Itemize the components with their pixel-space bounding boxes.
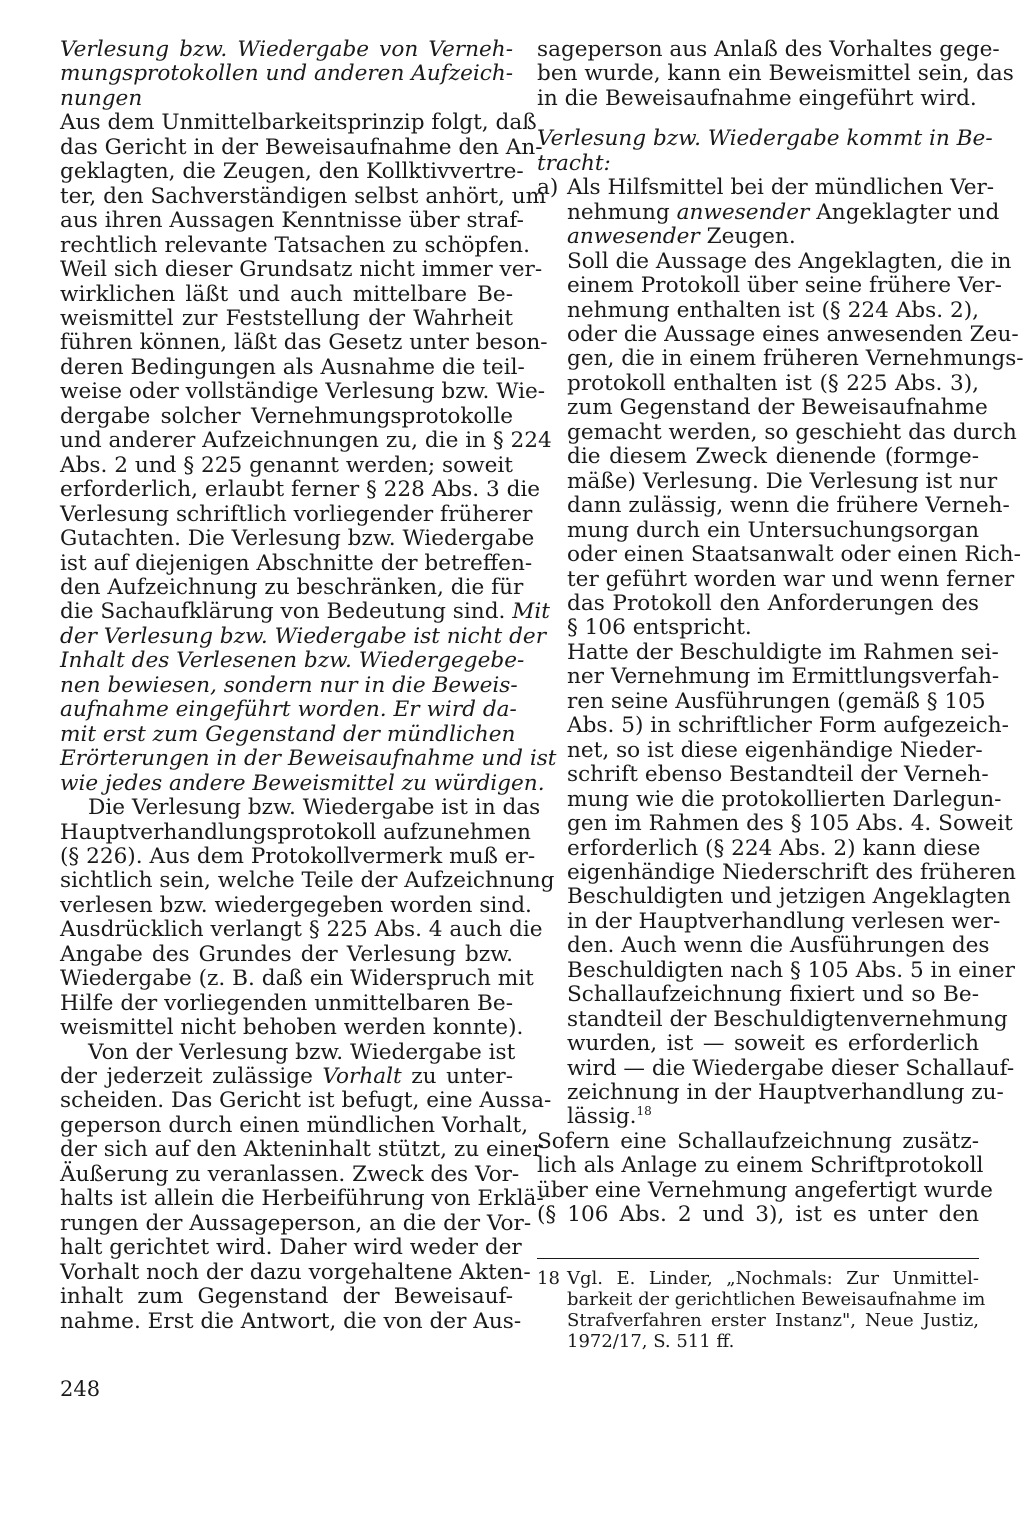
paragraph-line: gemacht werden, so geschieht das durch xyxy=(567,419,1017,445)
paragraph-line: ist auf diejenigen Abschnitte der betreffen- xyxy=(60,550,533,576)
paragraph-line: rungen der Aussageperson, an die der Vor- xyxy=(60,1210,532,1236)
text-run: Zeugen. xyxy=(699,224,796,250)
heading-line: nungen xyxy=(60,85,143,111)
footnote-line xyxy=(537,1331,979,1352)
paragraph-line: protokoll enthalten ist (§ 225 Abs. 3), xyxy=(567,370,979,396)
paragraph-line xyxy=(60,1065,513,1089)
paragraph-line: gen, die in einem früheren Vernehmungs- xyxy=(567,346,1024,372)
heading-line: tracht: xyxy=(537,150,611,176)
text-run: zu unter- xyxy=(401,1064,513,1090)
heading-line: Verlesung bzw. Wiedergabe von Verneh- xyxy=(60,37,513,62)
paragraph-line: weismittel nicht behoben werden konnte). xyxy=(60,1015,524,1041)
paragraph-line: nen bewiesen, sondern nur in die Beweis- xyxy=(60,672,518,698)
paragraph-line: deren Bedingungen als Ausnahme die teil- xyxy=(60,354,525,380)
paragraph-line: Äußerung zu veranlassen. Zweck des Vor- xyxy=(60,1161,520,1187)
paragraph-line: eigenhändige Niederschrift des früheren xyxy=(567,859,1016,885)
paragraph-line: wird — die Wiedergabe dieser Schallauf- xyxy=(567,1055,1015,1081)
paragraph-line: den Aufzeichnung zu beschränken, die für xyxy=(60,574,524,600)
paragraph-line: das Protokoll den Anforderungen des xyxy=(567,590,979,616)
emphasis-anwesender: anwesender xyxy=(676,199,810,225)
paragraph-line: oder einen Staatsanwalt oder einen Rich- xyxy=(567,542,1021,568)
footnote-number: 18 xyxy=(537,1268,560,1289)
footnote xyxy=(537,1268,986,1352)
paragraph-line: sichtlich sein, welche Teile der Aufzeichnung xyxy=(60,868,555,894)
list-item-a xyxy=(537,175,1024,1228)
list-item-line xyxy=(537,175,995,201)
list-item-line xyxy=(537,225,979,249)
paragraph-line: mit erst zum Gegenstand der mündlichen xyxy=(60,721,516,747)
paragraph-line: sageperson aus Anlaß des Vorhaltes gege- xyxy=(537,37,1000,62)
paragraph-line: gen im Rahmen des § 105 Abs. 4. Soweit xyxy=(567,811,1013,837)
list-item-label: a) xyxy=(537,175,559,201)
emphasis-vorhalt: Vorhalt xyxy=(322,1064,402,1090)
paragraph-line: Ausdrücklich verlangt § 225 Abs. 4 auch die xyxy=(60,917,543,943)
paragraph-line: ner Vernehmung im Ermittlungsverfah- xyxy=(567,664,1000,690)
paragraph-line: zeichnung in der Hauptverhandlung zu- xyxy=(567,1080,1004,1106)
paragraph-line: dann zulässig, wenn die frühere Verneh- xyxy=(567,493,1010,519)
paragraph-line: Hauptverhandlungsprotokoll aufzunehmen xyxy=(60,819,531,845)
paragraph-line: Hatte der Beschuldigte im Rahmen sei- xyxy=(567,639,999,665)
paragraph-unmittelbarkeit xyxy=(60,110,557,796)
paragraph-line: Wiedergabe (z. B. daß ein Widerspruch mit xyxy=(60,966,534,992)
footnote-line xyxy=(537,1289,986,1310)
paragraph-line: rechtlich relevante Tatsachen zu schöpfen. xyxy=(60,232,530,258)
paragraph-line: Soll die Aussage des Angeklagten, die in xyxy=(567,248,1012,274)
paragraph-continuation xyxy=(537,37,1014,111)
text-run: die Sachaufklärung von Bedeutung sind. xyxy=(60,599,506,625)
list-item-line xyxy=(537,199,1000,225)
footnote-reference[interactable]: 18 xyxy=(636,1104,652,1119)
paragraph-line: und anderer Aufzeichnungen zu, die in § 224 xyxy=(60,428,552,454)
footnote-divider xyxy=(537,1258,979,1259)
paragraph-schallaufzeichnung xyxy=(537,1128,993,1228)
list-item-line xyxy=(537,1105,979,1129)
paragraph-line: der Verlesung bzw. Wiedergabe ist nicht der xyxy=(60,623,547,649)
paragraph-line: verlesen bzw. wiedergegeben worden sind. xyxy=(60,892,532,918)
paragraph-line: halts ist allein die Herbeiführung von Erklä- xyxy=(60,1186,544,1212)
text-run: barkeit der gerichtlichen Beweisaufnahme im xyxy=(567,1289,986,1310)
paragraph-line xyxy=(60,599,550,625)
paragraph-line: Beschuldigten und jetzigen Angeklagten xyxy=(567,884,1011,910)
paragraph-line: mung durch ein Untersuchungsorgan xyxy=(567,517,979,543)
emphasis-anwesender: anwesender xyxy=(567,224,700,250)
paragraph-line: scheiden. Das Gericht ist befugt, eine Aussa- xyxy=(60,1088,552,1114)
paragraph-line: der sich auf den Akteninhalt stützt, zu einer xyxy=(60,1137,543,1163)
paragraph-line: mäße) Verlesung. Die Verlesung ist nur xyxy=(567,468,998,494)
paragraph-line: in der Hauptverhandlung verlesen wer- xyxy=(567,908,1001,934)
paragraph-line: ter, den Sachverständigen selbst anhört, um xyxy=(60,183,547,209)
paragraph-line: Von der Verlesung bzw. Wiedergabe ist xyxy=(88,1039,516,1065)
text-run: lässig. xyxy=(567,1104,637,1130)
paragraph-line: ren seine Ausführungen (gemäß § 105 xyxy=(567,688,986,714)
section-heading-verlesung xyxy=(60,38,513,111)
paragraph-line: Verlesung schriftlich vorliegender früherer xyxy=(60,501,533,527)
paragraph-line: Erörterungen in der Beweisaufnahme und ist xyxy=(60,746,557,772)
text-run: Vgl. E. Linder, „Nochmals: Zur Unmittel- xyxy=(567,1268,979,1289)
paragraph-line: das Gericht in der Beweisaufnahme den An- xyxy=(60,134,543,160)
paragraph-line: Schallaufzeichnung fixiert und so Be- xyxy=(567,982,979,1008)
paragraph-line: Gutachten. Die Verlesung bzw. Wiedergabe xyxy=(60,526,535,552)
footnote-line xyxy=(537,1310,979,1331)
paragraph-line: nahme. Erst die Antwort, die von der Aus- xyxy=(60,1308,522,1334)
paragraph-line: geklagten, die Zeugen, den Kollktivvertre- xyxy=(60,159,524,185)
paragraph-line: inhalt zum Gegenstand der Beweisauf- xyxy=(60,1284,513,1310)
paragraph-line: aufnahme eingeführt worden. Er wird da- xyxy=(60,697,517,723)
paragraph-line: geperson durch einen mündlichen Vorhalt, xyxy=(60,1112,529,1138)
heading-line: mungsprotokollen und anderen Aufzeich- xyxy=(60,61,514,87)
text-run: 1972/17, S. 511 ff. xyxy=(567,1331,735,1352)
paragraph-line: dergabe solcher Vernehmungsprotokolle xyxy=(60,403,513,429)
paragraph-line: Weil sich dieser Grundsatz nicht immer ver- xyxy=(60,257,543,283)
paragraph-line: Hilfe der vorliegenden unmittelbaren Be- xyxy=(60,990,513,1016)
spacer xyxy=(537,111,979,127)
heading-line: Verlesung bzw. Wiedergabe kommt in Be- xyxy=(537,126,993,152)
paragraph-line: weise oder vollständige Verlesung bzw. Wie- xyxy=(60,379,546,405)
emphasis-run: Mit xyxy=(512,599,550,625)
paragraph-line: Angabe des Grundes der Verlesung bzw. xyxy=(60,941,513,967)
paragraph-line: Abs. 5) in schriftlicher Form aufgezeich- xyxy=(567,713,1009,739)
paragraph-line: aus ihren Aussagen Kenntnisse über straf- xyxy=(60,208,524,234)
paragraph-line: Inhalt des Verlesenen bzw. Wiedergegebe- xyxy=(60,648,525,674)
text-run: Als Hilfsmittel bei der mündlichen Ver- xyxy=(567,175,995,201)
paragraph-line: über eine Vernehmung angefertigt wurde xyxy=(537,1177,993,1203)
paragraph-line: oder die Aussage eines anwesenden Zeu- xyxy=(567,321,1019,347)
paragraph-line: erforderlich, erlaubt ferner § 228 Abs. 3 die xyxy=(60,477,541,503)
paragraph-line: erforderlich (§ 224 Abs. 2) kann diese xyxy=(567,835,981,861)
paragraph-line: weismittel zur Feststellung der Wahrheit xyxy=(60,305,513,331)
paragraph-line: Vorhalt noch der dazu vorgehaltene Akten- xyxy=(60,1259,531,1285)
paragraph-protokoll xyxy=(60,795,555,1041)
paragraph-line: in die Beweisaufnahme eingeführt wird. xyxy=(537,85,977,111)
paragraph-line: Aus dem Unmittelbarkeitsprinzip folgt, daß xyxy=(60,110,537,136)
right-column xyxy=(537,37,1024,1228)
paragraph-line: lich als Anlage zu einem Schriftprotokoll xyxy=(537,1153,984,1179)
text-run: nehmung xyxy=(567,199,677,225)
paragraph-line: Beschuldigten nach § 105 Abs. 5 in einer xyxy=(567,957,1015,983)
paragraph-line: mung wie die protokollierten Darlegun- xyxy=(567,786,1002,812)
section-heading-betracht xyxy=(537,126,993,176)
paragraph-line: die diesem Zweck dienende (formge- xyxy=(567,444,979,470)
paragraph-line: ben wurde, kann ein Beweismittel sein, das xyxy=(537,61,1014,87)
footnote-line xyxy=(537,1268,979,1289)
paragraph-line: Abs. 2 und § 225 genannt werden; soweit xyxy=(60,452,513,478)
paragraph-line: Sofern eine Schallaufzeichnung zusätz- xyxy=(537,1128,979,1154)
paragraph-line: (§ 226). Aus dem Protokollvermerk muß er- xyxy=(60,843,536,869)
paragraph-line: § 106 entspricht. xyxy=(567,615,752,641)
paragraph-line: zum Gegenstand der Beweisaufnahme xyxy=(567,395,988,421)
paragraph-line: schrift ebenso Bestandteil der Verneh- xyxy=(567,762,989,788)
paragraph-line: wie jedes andere Beweismittel zu würdigen. xyxy=(60,770,545,796)
paragraph-line: net, so ist diese eigenhändige Nieder- xyxy=(567,737,983,763)
paragraph-line: standteil der Beschuldigtenvernehmung xyxy=(567,1006,1008,1032)
text-run: der jederzeit zulässige xyxy=(60,1064,323,1090)
text-run: Strafverfahren erster Instanz", Neue Justiz, xyxy=(567,1310,979,1331)
page-number: 248 xyxy=(60,1377,101,1401)
paragraph-line: den. Auch wenn die Ausführungen des xyxy=(567,933,990,959)
paragraph-line: ter geführt worden war und wenn ferner xyxy=(567,566,1015,592)
paragraph-line: Die Verlesung bzw. Wiedergabe ist in das xyxy=(88,795,541,821)
paragraph-line: einem Protokoll über seine frühere Ver- xyxy=(567,273,1002,299)
paragraph-aussage xyxy=(537,248,1024,641)
paragraph-line: (§ 106 Abs. 2 und 3), ist es unter den xyxy=(537,1202,979,1228)
paragraph-line: halt gerichtet wird. Daher wird weder der xyxy=(60,1235,522,1261)
paragraph-line: nehmung enthalten ist (§ 224 Abs. 2), xyxy=(567,297,979,323)
paragraph-beschuldigte xyxy=(537,639,1016,1106)
text-run: Angeklagter und xyxy=(809,199,1000,225)
paragraph-line: wirklichen läßt und auch mittelbare Be- xyxy=(60,281,513,307)
paragraph-line: wurden, ist — soweit es erforderlich xyxy=(567,1031,979,1057)
paragraph-line: führen können, läßt das Gesetz unter beson- xyxy=(60,330,548,356)
